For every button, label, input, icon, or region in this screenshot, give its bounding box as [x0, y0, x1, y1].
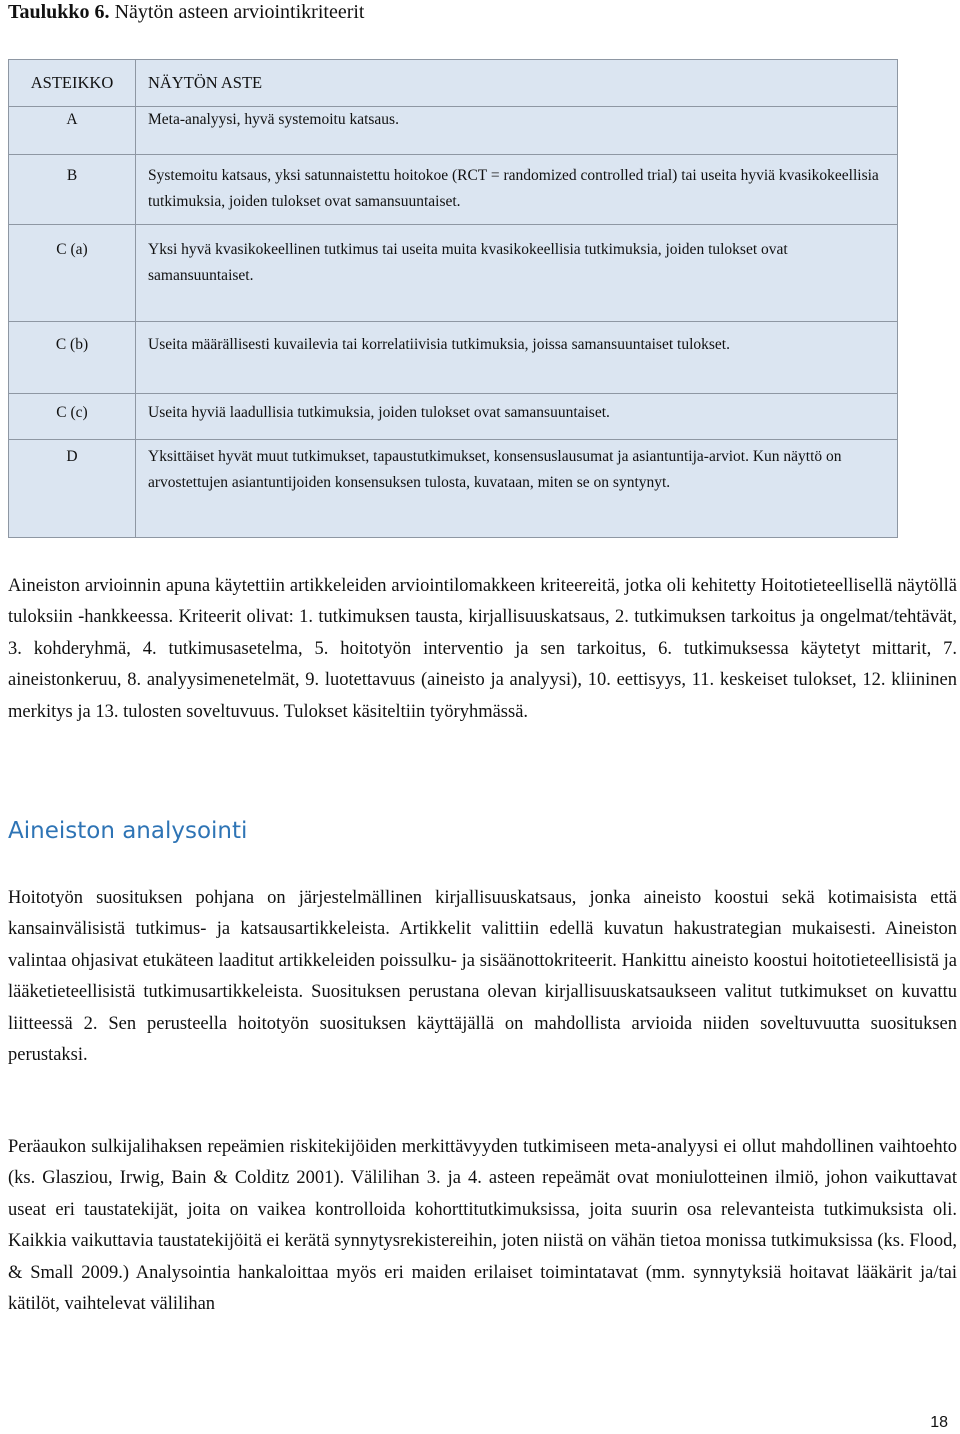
table-row: [9, 440, 898, 538]
caption-title: Näytön asteen arviointikriteerit: [114, 1, 365, 23]
table-header-row: [9, 60, 898, 107]
caption-label: Taulukko 6.: [8, 1, 110, 23]
description-cell: Useita hyviä laadullisia tutkimuksia, joiden tulokset ovat samansuuntaiset.: [136, 394, 898, 440]
table-caption: [8, 0, 364, 24]
page-number: 18: [930, 1414, 948, 1431]
table-row: [9, 394, 898, 440]
table-row: [9, 322, 898, 394]
paragraph-evaluation-criteria: Aineiston arvioinnin apuna käytettiin artikkeleiden arviointilomakkeen kriteereitä, jotka oli kehitetty Hoitotieteellisellä näytöllä tuloksiin -hankkeessa. Kriteerit olivat: 1. tutkimuksen tausta, kirjallisuuskatsaus, 2. tutkimuksen tarkoitus ja ongelmat/tehtävät, 3. kohderyhmä, 4. tutkimusasetelma, 5. hoitotyön interventio ja sen tarkoitus, 6. tutkimuksessa käytetyt mittarit, 7. aineistonkeruu, 8. analyysimenetelmät, 9. luotettavuus (aineisto ja analyysi), 10. eettisyys, 11. keskeiset tulokset, 12. kliininen merkitys ja 13. tulosten soveltuvuus. Tulokset käsiteltiin työryhmässä.: [8, 576, 957, 722]
description-cell: Yksi hyvä kvasikokeellinen tutkimus tai useita muita kvasikokeellisia tutkimuksia, joiden tulokset ovat samansuuntaiset.: [136, 225, 898, 322]
level-cell: C (c): [9, 394, 136, 440]
table-row: [9, 155, 898, 225]
header-scale: ASTEIKKO: [9, 60, 136, 107]
level-cell: C (a): [9, 225, 136, 322]
description-cell: Systemoitu katsaus, yksi satunnaistettu hoitokoe (RCT = randomized controlled trial) tai useita hyviä kvasikokeellisia tutkimuksia, joiden tulokset ovat samansuuntaiset.: [136, 155, 898, 225]
level-cell: A: [9, 107, 136, 155]
evidence-criteria-table: [8, 59, 898, 538]
table-row: [9, 225, 898, 322]
header-evidence-level: NÄYTÖN ASTE: [136, 60, 898, 107]
level-cell: B: [9, 155, 136, 225]
description-cell: Meta-analyysi, hyvä systemoitu katsaus.: [136, 107, 898, 155]
paragraph-analysis: Peräaukon sulkijalihaksen repeämien riskitekijöiden merkittävyyden tutkimiseen meta-analyysi ei ollut mahdollinen vaihtoehto (ks. Glasziou, Irwig, Bain & Colditz 2001). Välilihan 3. ja 4. asteen repeämät ovat moniulotteinen ilmiö, johon vaikuttavat useat eri taustatekijät, joita on vaikea kontrolloida kohorttitutkimuksissa, joita suurin osa relevanteista tutkimuksista oli. Kaikkia vaikuttavia taustatekijöitä ei kerätä synnytysrekistereihin, joten niistä on vähän tietoa monissa tutkimuksissa (ks. Flood, & Small 2009.) Analysointia hankaloittaa myös eri maiden erilaiset toimintatavat (mm. synnytyksiä hoitavat lääkärit ja/tai kätilöt, vaihtelevat välilihan: [8, 1137, 957, 1315]
section-heading: Aineiston analysointi: [8, 818, 248, 844]
description-cell: Yksittäiset hyvät muut tutkimukset, tapaustutkimukset, konsensuslausumat ja asiantuntija-arviot. Kun näyttö on arvostettujen asiantuntijoiden konsensuksen tulosta, kuvataan, miten se on syntynyt.: [136, 440, 898, 538]
level-cell: C (b): [9, 322, 136, 394]
description-cell: Useita määrällisesti kuvailevia tai korrelatiivisia tutkimuksia, joissa samansuuntaiset tulokset.: [136, 322, 898, 394]
table-row: [9, 107, 898, 155]
paragraph-material: Hoitotyön suosituksen pohjana on järjestelmällinen kirjallisuuskatsaus, jonka aineisto koostui sekä kotimaisista että kansainvälisistä tutkimus- ja katsausartikkeleista. Artikkelit valittiin edellä kuvatun hakustrategian mukaisesti. Aineiston valintaa ohjasivat etukäteen laaditut artikkeleiden poissulku- ja sisäänottokriteerit. Hankittu aineisto koostui hoitotieteellisistä ja lääketieteellisistä tutkimusartikkeleista. Suosituksen perustana olevan kirjallisuuskatsaukseen valitut tutkimukset on kuvattu liitteessä 2. Sen perusteella hoitotyön suosituksen käyttäjällä on mahdollista arvioida niiden soveltuvuutta suosituksen perustaksi.: [8, 888, 957, 1066]
level-cell: D: [9, 440, 136, 538]
